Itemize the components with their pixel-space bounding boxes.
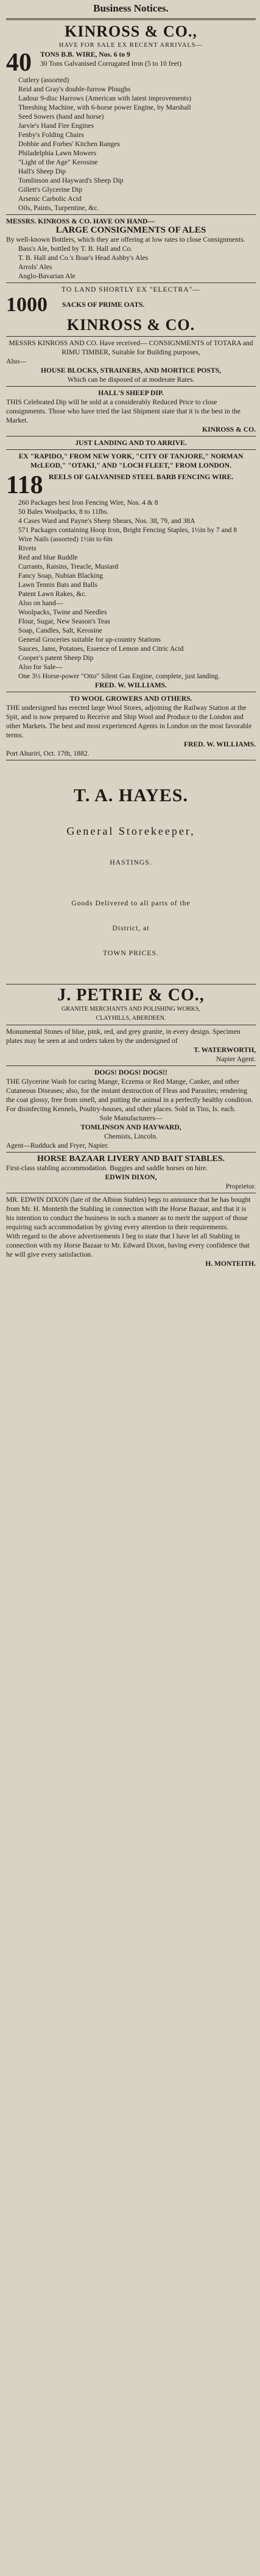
ad-kinross-sale [6,23,256,212]
ad-body [6,472,256,498]
list-item: Philadelphia Lawn Mowers [18,149,97,157]
ad-text: THIS Celebrated Dip will be sold at a considerably Reduced Price to close consignments. Those who have tried the last Shipment state that it is the best in the Market. [6,398,241,424]
ad-williams [6,438,256,690]
list-item: Lawn Tennis Bats and Balls [18,581,97,589]
ad-text: By well-known Bottlers, which they are offering at low rates to close Consignments. [6,236,245,244]
list-item: Currants, Raisins, Treacle, Mustard [18,563,119,570]
ad-kinross-oats [6,285,256,384]
item-list [6,75,256,212]
ad-title: HALL'S SHEEP DIP. [98,389,164,397]
ad-wool-store [6,694,256,758]
list-item: Wire Nails (assorted) 1½in to 6in [18,535,113,543]
list-item: 4 Cases Ward and Payne's Sheep Shears, Nos. 38, 79, and 38A [18,517,195,525]
ad-title: TO WOOL GROWERS AND OTHERS. [69,695,192,703]
divider [6,1152,256,1153]
ad-title: KINROSS & CO., [65,23,197,40]
ad-body [6,294,256,316]
item-list [6,244,256,281]
list-item: Seed Sowers (hand and horse) [18,113,104,121]
ad-title: J. PETRIE & CO., [57,986,205,1005]
ad-title: KINROSS & CO. [66,316,195,334]
ad-text: Sole Manufacturers— [99,1114,163,1122]
item-list [40,50,256,68]
ad-dixon [6,1195,256,1268]
list-item: T. B. Hall and Co.'s Boar's Head Ashby's Ales [18,254,149,262]
list-item: Fenby's Folding Chairs [18,131,84,139]
ad-signature: T. WATERWORTH, [194,1046,256,1054]
list-item: Cutlery (assorted) [18,76,69,84]
list-item: Rivets [18,544,37,552]
list-item: Woolpacks, Twine and Needles [18,608,107,616]
ad-heading: REELS OF GALVANISED STEEL BARB FENCING WIRE. [49,473,234,481]
ad-text: First-class stabling accommodation. Buggies and saddle horses on hire. [6,1164,208,1172]
list-item: Arrols' Ales [18,263,52,271]
ad-text: Which can be disposed of at moderate Rates. [67,376,195,384]
ad-title: T. A. HAYES. [74,785,188,805]
list-item: TONS B.B. WIRE, Nos. 6 to 9 [40,51,130,58]
list-item: Fancy Soap, Nubian Blacking [18,572,104,580]
ad-text: District, at [112,924,150,932]
divider [6,386,256,387]
ad-title: DOGS! DOGS! DOGS!! [94,1069,167,1076]
divider [6,449,256,450]
ad-role: Napier Agent. [216,1055,256,1063]
list-item: 571 Packages containing Hoop Iron, Bright Fencing Staples, 1½in by 7 and 8 [18,526,237,534]
page-title: Business Notices. [93,2,169,14]
ad-text: With regard to the above advertisements I beg to state that I have let all Stabling in connection with my Horse Bazaar to Mr. Edward Dixon, having every confidence that he will give every satisfaction. [6,1232,250,1258]
ad-signature: H. MONTEITH. [205,1260,256,1268]
list-item: Anglo-Bavarian Ale [18,272,76,280]
list-item: Ladour 9-disc Harrows (American with latest improvements) [18,94,191,102]
ad-text: SACKS OF PRIME OATS. [62,301,145,309]
ad-text: THE undersigned has erected large Wool Stores, adjoining the Railway Station at the Spit, and is now prepared to Receive and Ship Wool and Produce to the London and other Markets. The best and most experienced Agents in London on the most favorable terms. [6,704,252,739]
divider [6,336,256,337]
ad-heading: HOUSE BLOCKS, STRAINERS, AND MORTICE POSTS, [41,367,221,374]
divider [6,214,256,215]
ad-text: MR. EDWIN DIXON (late of the Albion Stables) begs to announce that he has bought from Mr. H. Monteith the Stabling in connection with the Horse Bazaar, and that it is his intention to conduct the business in such a manner as to merit the support of those requiring such accommodation by giving every attention to their requirements. [6,1196,251,1231]
ad-intro: TO LAND SHORTLY EX "ELECTRA"— [61,286,200,293]
list-item: 50 Bales Woolpacks, 8 to 11lbs. [18,508,109,516]
ad-agent: Agent—Rudduck and Fryer, Napier. [6,1142,109,1149]
ad-subtitle: GRANITE MERCHANTS AND POLISHING WORKS, [61,1006,200,1013]
ad-hayes [6,762,256,982]
list-item: Patent Lawn Rakes, &c. [18,590,87,598]
ad-dogs [6,1068,256,1150]
ad-place: Chemists, Lincoln. [104,1132,158,1140]
list-item: Threshing Machine, with 6-horse power Engine, by Marshall [18,104,191,111]
list-item: Red and blue Ruddle [18,553,78,561]
ad-manufacturer: TOMLINSON AND HAYWARD, [80,1123,181,1131]
ad-intro: MESSRS. KINROSS & CO. HAVE ON HAND— [6,217,155,225]
list-item: Sauces, Jams, Potatoes, Essence of Lemon and Citric Acid [18,645,184,653]
list-item: 260 Packages best Iron Fencing Wire, Nos. 4 & 8 [18,499,158,507]
ad-text: THE Glycerine Wash for curing Mange, Eczema or Red Mange, Canker, and other Cutaneous Diseases; also, for the instant destruction of Fleas and Parasites; rendering the coat glossy, free from smell, and putting the animal in a perfectly healthy condition. For disinfecting Kennels, Poultry-houses, and other places. Sold in Tins, Is. each. [6,1078,253,1113]
ad-text: Goods Delivered to all parts of the [71,899,191,907]
list-item: Oils, Paints, Turpentine, &c. [18,204,99,212]
list-item: One 3½ Horse-power "Otto" Silent Gas Engine, complete, just landing. [18,672,220,680]
list-item: Soap, Candles, Salt, Kerosine [18,626,102,634]
list-item: Hall's Sheep Dip [18,167,66,175]
list-item: Gillett's Glycerine Dip [18,186,83,194]
ad-text: MESSRS KINROSS AND CO. Have received— CONSIGNMENTS of TOTARA and RIMU TIMBER, Suitable for Building purposes, [9,339,253,356]
ad-signature: FRED. W. WILLIAMS. [94,681,167,689]
divider [6,1065,256,1066]
ad-text: Also— [6,357,27,365]
list-item: Also on hand— [18,599,63,607]
ad-text: TOWN PRICES. [103,949,159,957]
ad-signature: FRED. W. WILLIAMS. [183,740,256,748]
list-item: General Groceries suitable for up-country Stations [18,636,161,644]
ad-horse-bazaar [6,1154,256,1191]
ad-intro: HAVE FOR SALE EX RECENT ARRIVALS— [58,42,203,49]
list-item: Jarvie's Hand Fire Engines [18,122,94,130]
list-item: Dobbie and Forbes' Kitchen Ranges [18,140,120,148]
list-item: Also for Sale— [18,663,63,671]
list-item: Cooper's patent Sheep Dip [18,654,94,662]
ad-subtitle: General Storekeeper, [66,825,195,837]
ad-signature: EDWIN DIXON, [105,1173,157,1181]
ad-petrie [6,986,256,1064]
notices-column [6,0,256,1268]
quantity-number: 118 [6,471,43,499]
ad-title: HORSE BAZAAR LIVERY AND BAIT STABLES. [37,1154,225,1163]
list-item: Flour, Sugar, New Season's Teas [18,617,110,625]
ad-date: Port Ahuriri, Oct. 17th, 1882. [6,749,90,757]
divider [6,436,256,437]
list-item: 30 Tons Galvanised Corrugated Iron (5 to 10 feet) [40,60,182,68]
ad-signature: KINROSS & CO. [202,426,256,433]
ad-sheep-dip [6,388,256,434]
ad-ships: EX "RAPIDO," FROM NEW YORK, "CITY OF TANJORE," NORMAN McLEOD," "OTAKI," AND "LOCH FLEET," FROM LONDON. [18,452,244,469]
ad-place: CLAYHILLS, ABERDEEN. [96,1015,166,1022]
ad-heading: LARGE CONSIGNMENTS OF ALES [55,225,206,235]
item-list [6,498,256,681]
ad-text: Monumental Stones of blue, pink, red, and grey granite, in every design. Specimen plates may be seen at and orders taken by the undersigned of [6,1028,241,1045]
ad-body [6,50,256,75]
quantity-number: 40 [6,49,32,77]
list-item: Tomlinson and Hayward's Sheep Dip [18,177,124,184]
list-item: Arsenic Carbolic Acid [18,195,82,203]
ad-kinross-ales [6,217,256,281]
ad-role: Proprietor. [225,1182,256,1190]
ad-place: HASTINGS. [110,858,152,866]
list-item: "Light of the Age" Kerosine [18,158,98,166]
list-item: Bass's Ale, bottled by T. B. Hall and Co. [18,245,133,253]
list-item: Reid and Gray's double-furrow Ploughs [18,85,131,93]
divider [6,18,256,20]
ad-title: JUST LANDING AND TO ARRIVE. [75,439,187,447]
quantity-number: 1000 [6,293,47,316]
